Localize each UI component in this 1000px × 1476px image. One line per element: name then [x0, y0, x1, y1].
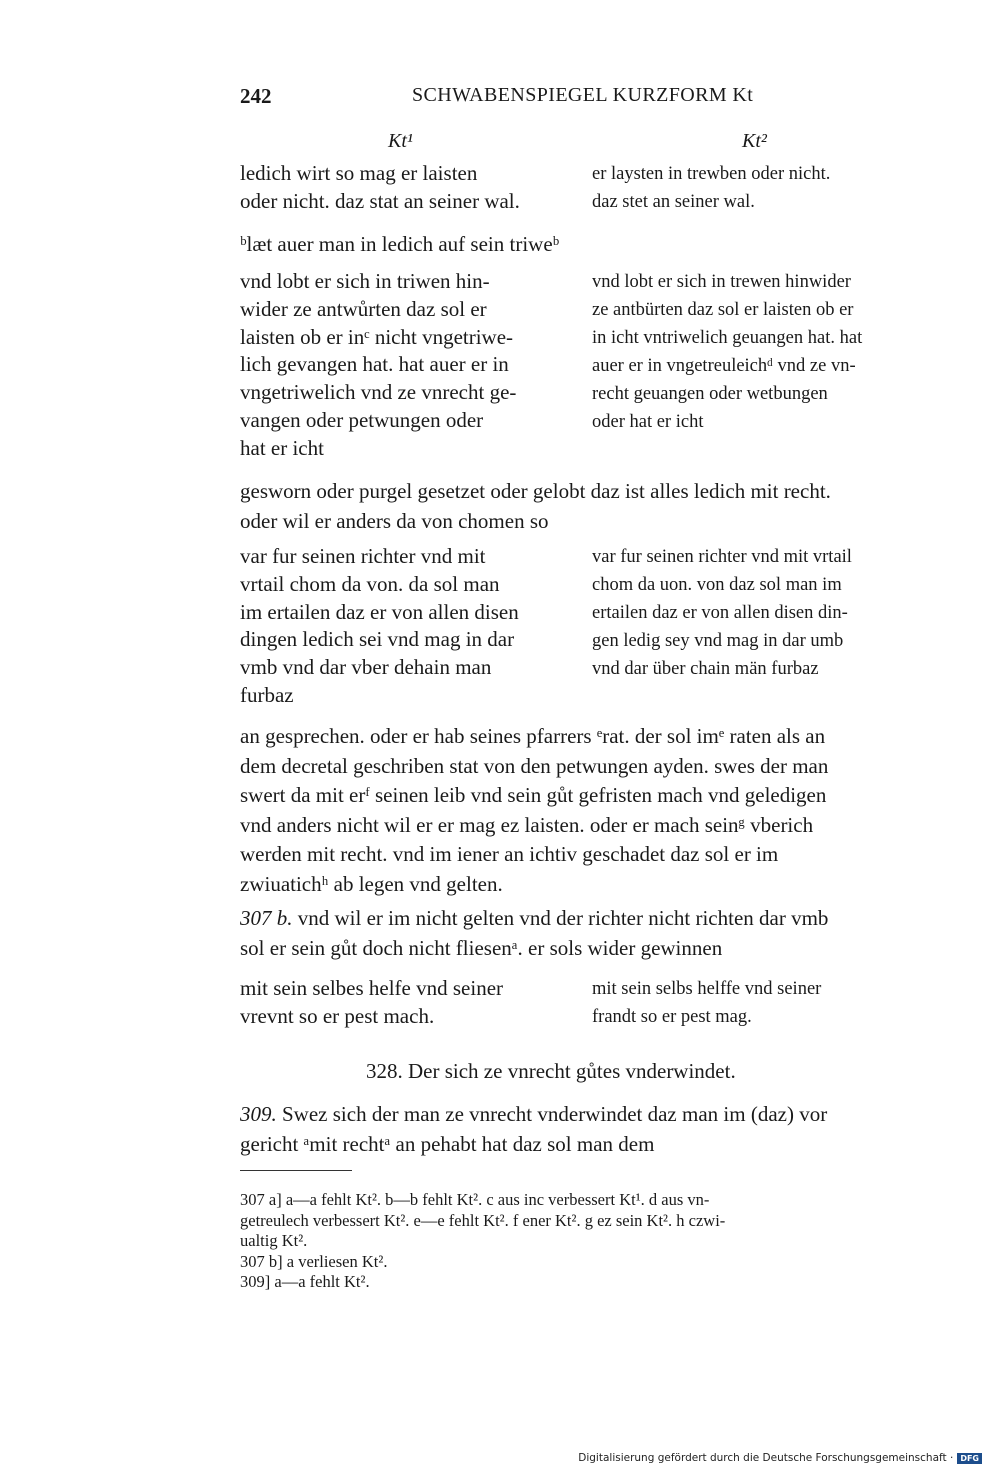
dfg-logo: DFG — [957, 1453, 982, 1464]
column-kt1: var fur seinen richter vnd mit vrtail chom da von. da sol man im ertailen daz er von allen disen dingen ledich sei vnd mag in dar vmb vnd dar vber dehain man furbaz — [240, 544, 519, 707]
paragraph-number: 307 b. — [240, 906, 293, 930]
footnote-307a: 307 a] a—a fehlt Kt². b—b fehlt Kt². c aus inc verbessert Kt¹. d aus vn- getreulech verbessert Kt². e—e fehlt Kt². f ener Kt². g ez sein Kt². h czwi- ualtig Kt². — [240, 1190, 726, 1250]
shared-line-b: ᵇlæt auer man in ledich auf sein triweᵇ — [240, 232, 560, 256]
column-kt1: ledich wirt so mag er laisten oder nicht. daz stat an seiner wal. — [240, 161, 520, 213]
column-kt1: vnd lobt er sich in triwen hin- wider ze antwůrten daz sol er laisten ob er inᶜ nicht vngetriwe- lich gevangen hat. hat auer er in vngetriwelich vnd ze vnrecht ge- vangen oder petwungen oder hat er icht — [240, 269, 517, 460]
paragraph-text: vnd wil er im nicht gelten vnd der richter nicht richten dar vmb sol er sein gůt doch nicht fliesenᵃ. er sols wider gewinnen — [240, 906, 829, 960]
paragraph-307b — [240, 904, 916, 963]
paragraph-number: 309. — [240, 1102, 277, 1126]
column-kt2: er laysten in trewben oder nicht. daz stet an seiner wal. — [592, 164, 831, 212]
shared-paragraph-b: an gesprechen. oder er hab seines pfarrers ᵉrat. der sol imᵉ raten als an dem decretal geschriben stat von den petwungen ayden. swes der man swert da mit erᶠ seinen leib vnd sein gůt gefristen mach vnd geledigen vnd anders nicht wil er er mag ez laisten. oder er mach seinᵍ vberich werden mit recht. vnd im iener an ichtiv geschadet daz sol er im zwiuatichʰ ab legen vnd gelten. — [240, 724, 829, 896]
siglum-right: Kt² — [742, 130, 767, 152]
critical-apparatus — [240, 1190, 916, 1293]
running-title: SCHWABENSPIEGEL KURZFORM Kt — [412, 84, 754, 106]
column-kt2: var fur seinen richter vnd mit vrtail chom da uon. von daz sol man im ertailen daz er von allen disen din- gen ledig sey vnd mag in dar umb vnd dar über chain män furbaz — [592, 547, 852, 679]
page-number: 242 — [240, 84, 272, 108]
page-header — [240, 84, 916, 116]
paragraph-text: Swez sich der man ze vnrecht vnderwindet daz man im (daz) vor gericht ᵃmit rechtᵃ an pehabt hat daz sol man dem — [240, 1102, 828, 1156]
section-heading: 328. Der sich ze vnrecht gůtes vnderwindet. — [366, 1059, 736, 1083]
paragraph-309 — [240, 1100, 916, 1159]
footnote-307b: 307 b] a verliesen Kt². — [240, 1251, 388, 1271]
footnote-divider — [240, 1170, 352, 1171]
digitization-credit — [578, 1452, 982, 1464]
column-kt2: vnd lobt er sich in trewen hinwider ze antbürten daz sol er laisten ob er in icht vntriwelich geuangen hat. hat auer er in vngetreuleichᵈ vnd ze vn- recht geuangen oder wetbungen oder hat er icht — [592, 272, 863, 432]
credit-text: Digitalisierung gefördert durch die Deutsche Forschungsgemeinschaft · — [578, 1452, 954, 1464]
siglum-left: Kt¹ — [388, 130, 413, 152]
column-kt1: mit sein selbes helfe vnd seiner vrevnt so er pest mach. — [240, 976, 504, 1028]
shared-paragraph-a: gesworn oder purgel gesetzet oder gelobt daz ist alles ledich mit recht. oder wil er anders da von chomen so — [240, 479, 831, 533]
column-kt2: mit sein selbs helffe vnd seiner frandt so er pest mag. — [592, 979, 822, 1027]
footnote-309: 309] a—a fehlt Kt². — [240, 1272, 370, 1291]
